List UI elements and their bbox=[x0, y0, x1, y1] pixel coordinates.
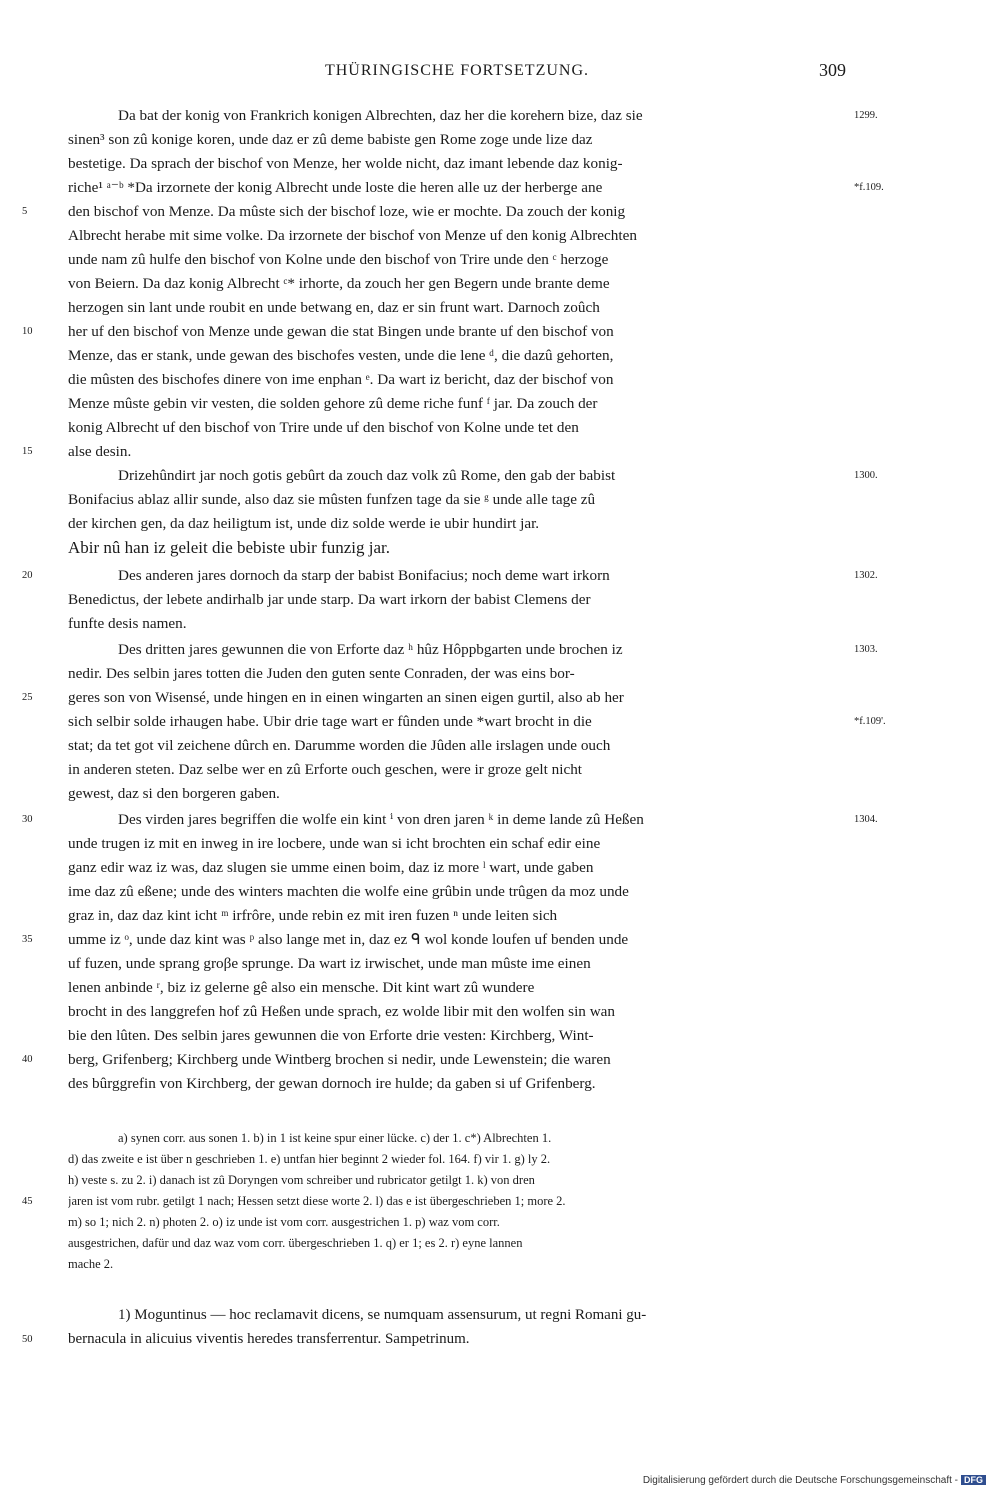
text-line: bestetige. Da sprach der bischof von Menze, her wolde nicht, daz imant lebende daz konig- bbox=[68, 155, 623, 172]
text-line: gewest, daz si den borgeren gaben. bbox=[68, 785, 280, 802]
text-line: Menze mûste gebin vir vesten, die solden gehore zû deme riche funf ᶠ jar. Da zouch der bbox=[68, 395, 598, 412]
text-line: bie den lûten. Des selbin jares gewunnen die von Erforte drie vesten: Kirchberg, Wint- bbox=[68, 1027, 594, 1044]
page-number: 309 bbox=[819, 60, 846, 80]
text-line: herzogen sin lant unde roubit en unde betwang en, daz er sin frunt wart. Darnoch zoûch bbox=[68, 299, 600, 316]
line-number: 15 bbox=[22, 446, 33, 457]
text-line: berg, Grifenberg; Kirchberg unde Wintberg brochen si nedir, unde Lewenstein; die waren bbox=[68, 1051, 611, 1068]
line-number: 20 bbox=[22, 570, 33, 581]
line-number: 5 bbox=[22, 206, 28, 217]
text-line: lenen anbinde ʳ, biz iz gelerne gê also ein mensche. Dit kint wart zû wundere bbox=[68, 979, 535, 996]
text-line: konig Albrecht uf den bischof von Trire unde uf den bischof von Kolne unde tet den bbox=[68, 419, 579, 436]
text-line: Bonifacius ablaz allir sunde, also daz sie mûsten funfzen tage da sie ᵍ unde alle tage zû bbox=[68, 491, 596, 508]
text-line: sich selbir solde irhaugen habe. Ubir drie tage wart er fûnden unde *wart brocht in die bbox=[68, 713, 592, 730]
margin-note: 1302. bbox=[854, 570, 878, 581]
text-line: graz in, daz daz kint icht ᵐ irfrôre, unde rebin ez mit iren fuzen ⁿ unde leiten sich bbox=[68, 907, 558, 924]
line-number: 35 bbox=[22, 934, 33, 945]
text-line: Des virden jares begriffen die wolfe ein kint ⁱ von dren jaren ᵏ in deme lande zû Heßen bbox=[118, 811, 644, 828]
footnote-line: a) synen corr. aus sonen 1. b) in 1 ist keine spur einer lücke. c) der 1. c*) Albrechten 1. bbox=[118, 1131, 552, 1145]
text-line: riche¹ ᵃ⁻ᵇ *Da irzornete der konig Albrecht unde loste die heren alle uz der herberge ane bbox=[68, 179, 603, 196]
footnote-line: d) das zweite e ist über n geschrieben 1. e) untfan hier beginnt 2 wieder fol. 164. f) vir 1. g) ly 2. bbox=[68, 1152, 551, 1166]
footnote-line: jaren ist vom rubr. getilgt 1 nach; Hessen setzt diese worte 2. l) das e ist übergeschrieben 1; more 2. bbox=[68, 1194, 566, 1208]
dfg-logo: DFG bbox=[961, 1475, 986, 1485]
margin-note: 1299. bbox=[854, 110, 878, 121]
credit-text: Digitalisierung gefördert durch die Deutsche Forschungsgemeinschaft - bbox=[642, 1475, 958, 1486]
text-line: brocht in des langgrefen hof zû Heßen unde sprach, ez wolde libir mit den wolfen sin wan bbox=[68, 1003, 616, 1020]
line-number: 45 bbox=[22, 1196, 33, 1207]
margin-note: *f.109'. bbox=[854, 716, 886, 727]
text-line: umme iz ᵒ, unde daz kint was ᵖ also lange met in, daz ez ᑫ wol konde loufen uf benden unde bbox=[68, 931, 629, 948]
reference-line: 1) Moguntinus — hoc reclamavit dicens, se numquam assensurum, ut regni Romani gu- bbox=[118, 1307, 647, 1323]
text-line: ganz edir waz iz was, daz slugen sie umme einen boim, daz iz more ˡ wart, unde gaben bbox=[68, 859, 594, 876]
line-number: 50 bbox=[22, 1334, 33, 1345]
text-line: ime daz zû eßene; unde des winters machten die wolfe eine grûbin unde trûgen da moz unde bbox=[68, 883, 629, 900]
line-number: 10 bbox=[22, 326, 33, 337]
text-line: Menze, das er stank, unde gewan des bischofes vesten, unde die lene ᵈ, die dazû gehorten, bbox=[68, 347, 614, 364]
margin-note: 1304. bbox=[854, 814, 878, 825]
text-line: Da bat der konig von Frankrich konigen Albrechten, daz her die korehern bize, daz sie bbox=[118, 107, 643, 124]
digitization-credit bbox=[643, 1475, 986, 1486]
footnote-line: mache 2. bbox=[68, 1257, 114, 1271]
footnote-line: h) veste s. zu 2. i) danach ist zû Doryngen vom schreiber und rubricator getilgt 1. k) von dren bbox=[68, 1173, 535, 1187]
text-line: Des anderen jares dornoch da starp der babist Bonifacius; noch deme wart irkorn bbox=[118, 567, 610, 584]
text-line: Des dritten jares gewunnen die von Erforte daz ʰ hûz Hôppbgarten unde brochen iz bbox=[118, 641, 623, 658]
footnote-line: m) so 1; nich 2. n) photen 2. o) iz unde ist vom corr. ausgestrichen 1. p) waz vom corr. bbox=[68, 1215, 500, 1229]
text-line: von Beiern. Da daz konig Albrecht ᶜ* irhorte, da zouch her gen Begern unde brante deme bbox=[68, 275, 610, 292]
text-line: uf fuzen, unde sprang groβe sprunge. Da wart iz irwischet, unde man mûste ime einen bbox=[68, 955, 591, 972]
text-line: unde nam zû hulfe den bischof von Kolne unde den bischof von Trire unde den ᶜ herzoge bbox=[68, 251, 609, 268]
running-title: THÜRINGISCHE FORTSETZUNG. bbox=[324, 62, 590, 79]
text-line: funfte desis namen. bbox=[68, 615, 187, 632]
text-line: sinen³ son zû konige koren, unde daz er zû deme babiste gen Rome zoge unde lize daz bbox=[68, 131, 593, 148]
margin-note: *f.109. bbox=[854, 182, 884, 193]
margin-note: 1303. bbox=[854, 644, 878, 655]
text-line: den bischof von Menze. Da mûste sich der bischof loze, wie er mochte. Da zouch der konig bbox=[68, 203, 626, 220]
text-line: stat; da tet got vil zeichene dûrch en. Darumme worden die Jûden alle irslagen unde ouch bbox=[68, 737, 611, 754]
text-line: in anderen steten. Daz selbe wer en zû Erforte ouch geschen, were ir groze gelt nicht bbox=[68, 761, 583, 778]
text-line: unde trugen iz mit en inweg in ire locbere, unde wan si icht brochten ein schaf edir eine bbox=[68, 835, 601, 852]
text-line: geres son von Wisensé, unde hingen en in einen wingarten an sinen eigen gurtil, also ab her bbox=[68, 689, 624, 706]
text-line: her uf den bischof von Menze unde gewan die stat Bingen unde brante uf den bischof von bbox=[68, 323, 614, 340]
line-number: 25 bbox=[22, 692, 33, 703]
text-line: der kirchen gen, da daz heiligtum ist, unde diz solde werde ie ubir hundirt jar. bbox=[68, 515, 540, 532]
margin-note: 1300. bbox=[854, 470, 878, 481]
reference-line: bernacula in alicuius viventis heredes transferrentur. Sampetrinum. bbox=[68, 1331, 470, 1347]
line-number: 30 bbox=[22, 814, 33, 825]
page-header bbox=[68, 60, 846, 86]
line-number: 40 bbox=[22, 1054, 33, 1065]
text-line: nedir. Des selbin jares totten die Juden den guten sente Conraden, der was eins bor- bbox=[68, 665, 575, 682]
text-line: die mûsten des bischofes dinere von ime enphan ᵉ. Da wart iz bericht, daz der bischof von bbox=[68, 371, 614, 388]
text-line: Drizehûndirt jar noch gotis gebûrt da zouch daz volk zû Rome, den gab der babist bbox=[118, 467, 616, 484]
text-line: Benedictus, der lebete andirhalb jar unde starp. Da wart irkorn der babist Clemens der bbox=[68, 591, 591, 608]
text-line: Albrecht herabe mit sime volke. Da irzornete der bischof von Menze uf den konig Albrechten bbox=[68, 227, 637, 244]
footnote-line: ausgestrichen, dafür und daz waz vom corr. übergeschrieben 1. q) er 1; es 2. r) eyne lannen bbox=[68, 1236, 523, 1250]
text-line: Abir nû han iz geleit die bebiste ubir funzig jar. bbox=[68, 538, 390, 557]
text-line: des bûrggrefin von Kirchberg, der gewan dornoch ire hulde; da gaben si uf Grifenberg. bbox=[68, 1075, 596, 1092]
text-line: alse desin. bbox=[68, 443, 132, 460]
